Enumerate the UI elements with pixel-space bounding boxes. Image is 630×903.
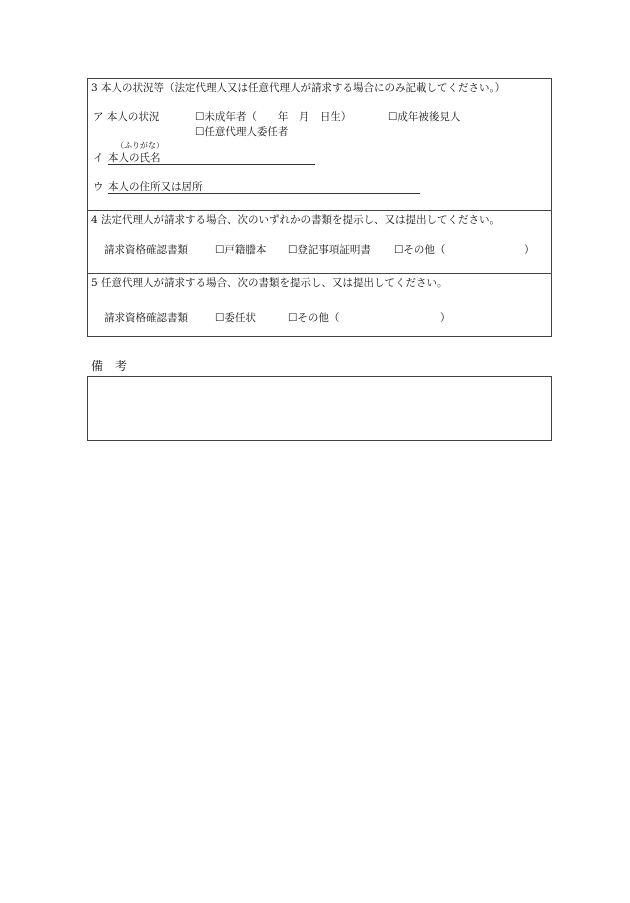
section3-title: 3 本人の状況等（法定代理人又は任意代理人が請求する場合にのみ記載してください。）	[91, 82, 506, 94]
furigana-label: （ふりがな）	[116, 141, 164, 150]
name-field[interactable]	[108, 164, 315, 165]
section4-other-checkbox[interactable]: ☐その他（	[394, 244, 446, 256]
address-field[interactable]	[108, 193, 420, 194]
name-label: 本人の氏名	[108, 152, 161, 164]
section-divider-4	[87, 210, 552, 211]
section5-other-checkbox[interactable]: ☐その他（	[288, 312, 340, 324]
section4-title: 4 法定代理人が請求する場合、次のいずれかの書類を提示し、又は提出してください。	[91, 214, 501, 226]
remarks-box[interactable]	[87, 376, 552, 441]
minor-checkbox[interactable]: ☐未成年者（ 年 月 日生）	[195, 111, 352, 123]
address-label: 本人の住所又は居所	[108, 181, 203, 193]
registry-certificate-checkbox[interactable]: ☐登記事項証明書	[288, 244, 371, 256]
section5-title: 5 任意代理人が請求する場合、次の書類を提示し、又は提出してください。	[91, 277, 448, 289]
remarks-label: 備 考	[91, 359, 128, 373]
person-status-label: ア 本人の状況	[93, 111, 160, 123]
adult-guardian-checkbox[interactable]: ☐成年被後見人	[388, 111, 461, 123]
section4-docs-label: 請求資格確認書類	[104, 244, 188, 256]
section-divider-5	[87, 273, 552, 274]
section5-docs-label: 請求資格確認書類	[104, 312, 188, 324]
name-prefix: イ	[93, 152, 104, 164]
family-register-checkbox[interactable]: ☐戸籍謄本	[215, 244, 267, 256]
voluntary-principal-checkbox[interactable]: ☐任意代理人委任者	[195, 126, 289, 138]
section5-other-close: ）	[440, 312, 451, 324]
power-of-attorney-checkbox[interactable]: ☐委任状	[215, 312, 256, 324]
address-prefix: ウ	[93, 181, 104, 193]
section4-other-close: ）	[524, 244, 535, 256]
